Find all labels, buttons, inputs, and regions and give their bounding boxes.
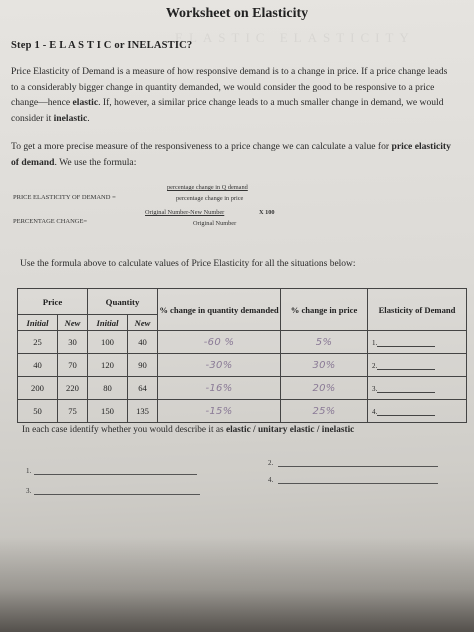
term-ped: price elasticity of demand — [11, 141, 451, 168]
table-instruction: Use the formula above to calculate values of Price Elasticity for all the situations below: — [20, 259, 356, 269]
subheader-price-initial: Initial — [18, 315, 58, 331]
subheader-price-new: New — [58, 315, 88, 331]
measure-paragraph: To get a more precise measure of the responsiveness to a price change we can calculate a value for price elasticity of demand. We use the formula: — [11, 141, 451, 168]
ped-denominator: percentage change in price — [176, 195, 244, 202]
table-row — [18, 377, 467, 400]
answer-label-2: 2. — [268, 459, 274, 467]
qty-new-cell: 135 — [128, 400, 158, 423]
pct-denominator: Original Number — [193, 220, 237, 227]
price-new-cell: 75 — [58, 400, 88, 423]
pct-multiplier: X 100 — [259, 209, 275, 216]
pct-price-answer[interactable]: 25% — [281, 400, 368, 423]
price-initial-cell: 40 — [18, 354, 58, 377]
header-quantity: Quantity — [88, 289, 158, 315]
elasticity-answer-cell[interactable]: 2. — [368, 354, 467, 377]
ped-numerator: percentage change in Q demand — [167, 184, 248, 191]
answer-blank[interactable] — [377, 407, 435, 416]
pct-qd-answer[interactable]: -30% — [158, 354, 281, 377]
answer-blank[interactable] — [377, 338, 435, 347]
price-new-cell: 30 — [58, 331, 88, 354]
price-initial-cell: 50 — [18, 400, 58, 423]
subheader-qty-new: New — [128, 315, 158, 331]
qty-new-cell: 40 — [128, 331, 158, 354]
header-elasticity: Elasticity of Demand — [368, 289, 467, 331]
qty-new-cell: 90 — [128, 354, 158, 377]
subheader-qty-initial: Initial — [88, 315, 128, 331]
answer-label-4: 4. — [268, 476, 274, 484]
elasticity-answer-cell[interactable]: 3. — [368, 377, 467, 400]
price-new-cell: 220 — [58, 377, 88, 400]
price-initial-cell: 25 — [18, 331, 58, 354]
answer-line-3[interactable] — [34, 494, 200, 495]
header-pct-price: % change in price — [281, 289, 368, 331]
classification-question: In each case identify whether you would describe it as elastic / unitary elastic / inelastic — [22, 425, 355, 435]
elasticity-answer-cell[interactable]: 1. — [368, 331, 467, 354]
page-title: Worksheet on Elasticity — [165, 6, 309, 21]
qty-initial-cell: 80 — [88, 377, 128, 400]
term-inelastic: inelastic — [53, 112, 88, 124]
table-row — [18, 331, 467, 354]
qty-initial-cell: 100 — [88, 331, 128, 354]
pct-price-answer[interactable]: 30% — [281, 354, 368, 377]
table-row — [18, 354, 467, 377]
answer-label-1: 1. — [26, 467, 32, 475]
pct-numerator: Original Number-New Number — [145, 209, 225, 216]
elasticity-table — [17, 288, 467, 423]
step-heading: Step 1 - E L A S T I C or INELASTIC? — [11, 40, 193, 51]
pct-qd-answer[interactable]: -15% — [158, 400, 281, 423]
answer-label-3: 3. — [26, 487, 32, 495]
answer-line-4[interactable] — [278, 483, 438, 484]
header-price: Price — [18, 289, 88, 315]
price-initial-cell: 200 — [18, 377, 58, 400]
qty-initial-cell: 150 — [88, 400, 128, 423]
question-options: elastic / unitary elastic / inelastic — [225, 425, 355, 435]
qty-initial-cell: 120 — [88, 354, 128, 377]
qty-new-cell: 64 — [128, 377, 158, 400]
elasticity-answer-cell[interactable]: 4. — [368, 400, 467, 423]
pct-price-answer[interactable]: 5% — [281, 331, 368, 354]
pct-qd-answer[interactable]: -16% — [158, 377, 281, 400]
header-pct-qd: % change in quantity demanded — [158, 289, 281, 331]
ped-formula-label: PRICE ELASTICITY OF DEMAND = — [13, 194, 116, 201]
pct-qd-answer[interactable]: -60 % — [158, 331, 281, 354]
table-row — [18, 400, 467, 423]
pct-price-answer[interactable]: 20% — [281, 377, 368, 400]
page-shadow — [0, 537, 474, 632]
answer-line-2[interactable] — [278, 466, 438, 467]
intro-paragraph: Price Elasticity of Demand is a measure of how responsive demand is to a change in price. If a price change leads to a considerably bigger change in quantity demanded, we would consider the good to be responsive to a price change—hence elastic. If, however, a similar price change leads to a much smaller change in demand, we would consider it inelastic. — [11, 66, 448, 124]
answer-line-1[interactable] — [34, 474, 197, 475]
term-elastic: elastic — [72, 97, 99, 108]
pct-formula-label: PERCENTAGE CHANGE= — [13, 218, 88, 225]
answer-blank[interactable] — [377, 361, 435, 370]
watermark-text: ELASTIC ELASTICITY — [175, 30, 415, 45]
price-new-cell: 70 — [58, 354, 88, 377]
answer-blank[interactable] — [377, 384, 435, 393]
